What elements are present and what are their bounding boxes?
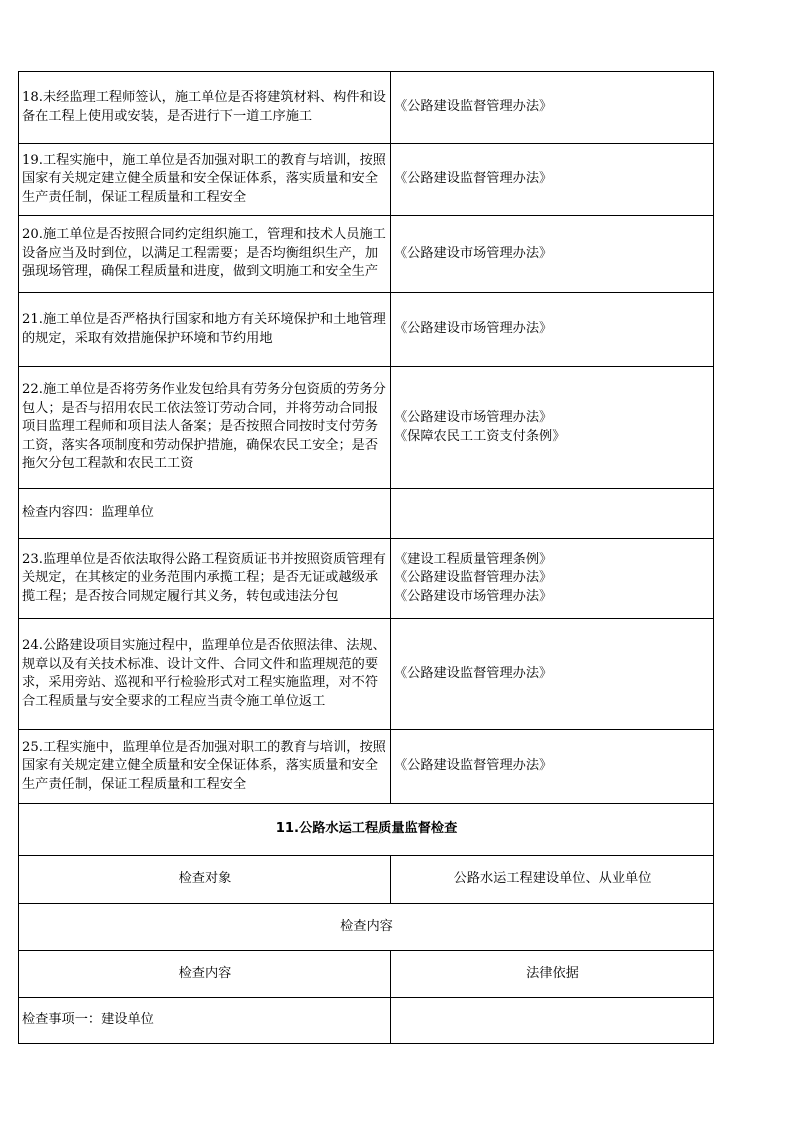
basis-line: 《公路建设监督管理办法》 <box>394 665 553 681</box>
object-label: 检查对象 <box>19 856 391 904</box>
basis-line: 《公路建设监督管理办法》 <box>394 171 553 187</box>
column-header-basis: 法律依据 <box>391 951 714 998</box>
check-content: 19.工程实施中，施工单位是否加强对职工的教育与培训，按照国家有关规定建立健全质量和安全保证体系，落实质量和安全生产责任制，保证工程质量和工程安全 <box>19 144 391 216</box>
column-header-row <box>19 951 714 998</box>
table-row <box>19 216 714 293</box>
section-label: 检查内容四：监理单位 <box>19 489 391 539</box>
section-title-row <box>19 804 714 856</box>
legal-basis <box>391 293 714 367</box>
section-title: 11.公路水运工程质量监督检查 <box>19 804 714 856</box>
object-row <box>19 856 714 904</box>
table-row <box>19 72 714 144</box>
legal-basis <box>391 730 714 804</box>
legal-basis <box>391 489 714 539</box>
basis-line: 《公路建设监督管理办法》 <box>394 758 553 774</box>
legal-basis <box>391 144 714 216</box>
basis-line: 《公路建设市场管理办法》 <box>394 245 553 261</box>
column-header-content: 检查内容 <box>19 951 391 998</box>
check-content: 18.未经监理工程师签认，施工单位是否将建筑材料、构件和设备在工程上使用或安装，是否进行下一道工序施工 <box>19 72 391 144</box>
table-row <box>19 619 714 730</box>
legal-basis <box>391 998 714 1044</box>
section-row <box>19 998 714 1044</box>
section-label: 检查事项一：建设单位 <box>19 998 391 1044</box>
check-content: 21.施工单位是否严格执行国家和地方有关环境保护和土地管理的规定，采取有效措施保护环境和节约用地 <box>19 293 391 367</box>
inspection-table <box>18 71 714 1044</box>
legal-basis <box>391 72 714 144</box>
table-row <box>19 293 714 367</box>
basis-line: 《公路建设监督管理办法》 <box>394 99 553 115</box>
table-row <box>19 730 714 804</box>
table-row <box>19 539 714 619</box>
table-row <box>19 144 714 216</box>
table-row <box>19 367 714 489</box>
check-content: 25.工程实施中，监理单位是否加强对职工的教育与培训，按照国家有关规定建立健全质量和安全保证体系，落实质量和安全生产责任制，保证工程质量和工程安全 <box>19 730 391 804</box>
check-content: 24.公路建设项目实施过程中，监理单位是否依照法律、法规、规章以及有关技术标准、设计文件、合同文件和监理规范的要求，采用旁站、巡视和平行检验形式对工程实施监理，对不符合工程质量与安全要求的工程应当责令施工单位返工 <box>19 619 391 730</box>
legal-basis <box>391 367 714 489</box>
content-header-row <box>19 904 714 951</box>
basis-line: 《建设工程质量管理条例》 <box>394 551 553 567</box>
basis-line: 《公路建设市场管理办法》 <box>394 321 553 337</box>
check-content: 20.施工单位是否按照合同约定组织施工，管理和技术人员施工设备应当及时到位，以满足工程需要；是否均衡组织生产，加强现场管理，确保工程质量和进度，做到文明施工和安全生产 <box>19 216 391 293</box>
basis-line: 《公路建设市场管理办法》 <box>394 410 553 425</box>
basis-line: 《公路建设监督管理办法》 <box>394 570 553 586</box>
check-content: 22.施工单位是否将劳务作业发包给具有劳务分包资质的劳务分包人；是否与招用农民工依法签订劳动合同，并将劳动合同报项目监理工程师和项目法人备案；是否按照合同按时支付劳务工资，落实各项制度和劳动保护措施，确保农民工安全；是否拖欠分包工程款和农民工工资 <box>19 367 391 489</box>
legal-basis <box>391 216 714 293</box>
content-header: 检查内容 <box>19 904 714 951</box>
legal-basis <box>391 539 714 619</box>
object-value: 公路水运工程建设单位、从业单位 <box>391 856 714 904</box>
basis-line: 《公路建设市场管理办法》 <box>394 588 553 604</box>
check-content: 23.监理单位是否依法取得公路工程资质证书并按照资质管理有关规定，在其核定的业务范围内承揽工程；是否无证或越级承揽工程；是否按合同规定履行其义务，转包或违法分包 <box>19 539 391 619</box>
legal-basis <box>391 619 714 730</box>
basis-line: 《保障农民工工资支付条例》 <box>394 428 566 444</box>
section-row <box>19 489 714 539</box>
